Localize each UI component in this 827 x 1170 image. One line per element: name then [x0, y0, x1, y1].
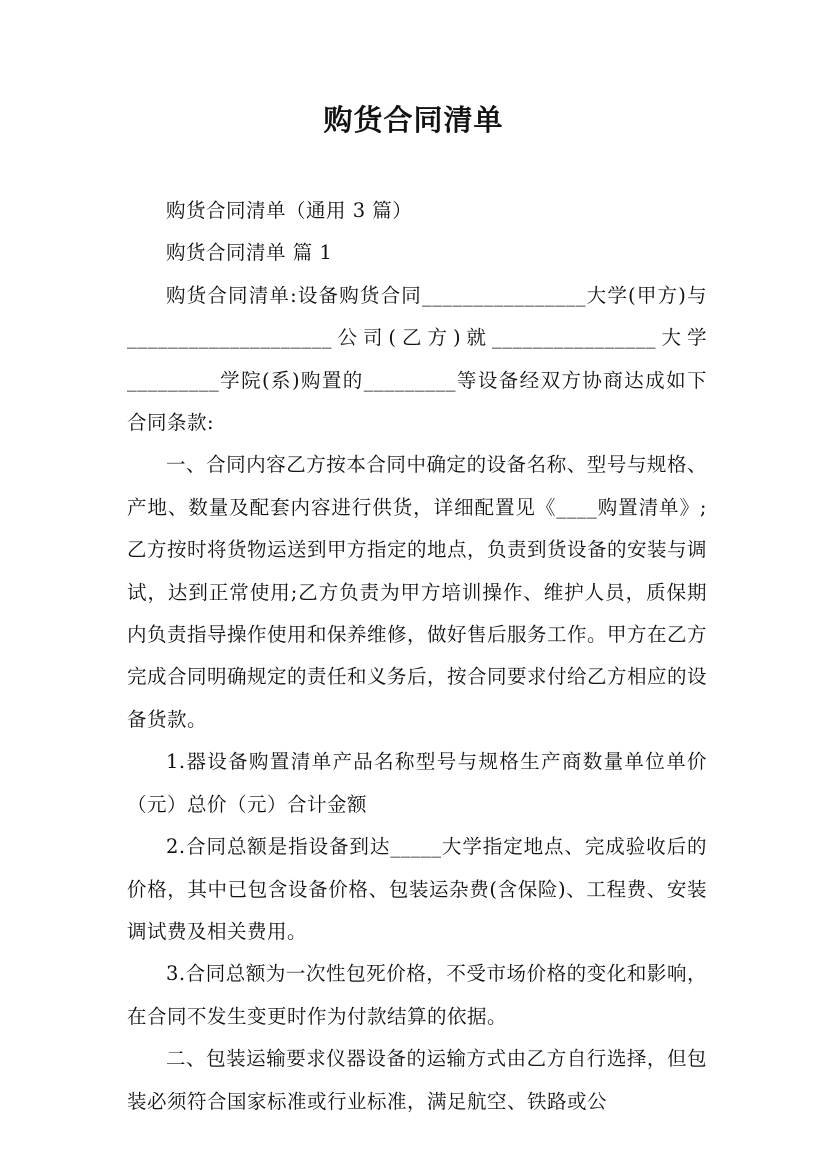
paragraph-subtitle: 购货合同清单（通用 3 篇）: [166, 199, 413, 222]
paragraph-section-heading: 购货合同清单 篇 1: [166, 241, 333, 265]
paragraph-item-1: 1.器设备购置清单产品名称型号与规格生产商数量单位单价（元）总价（元）合计金额: [127, 750, 707, 816]
paragraph-intro: 购货合同清单:设备购货合同________________大学(甲方)与____________________公司(乙方)就________________大学_________学院(系)购置的_________等设备经双方协商达成如下合同条款:: [127, 283, 707, 435]
paragraph-clause-2: 二、包装运输要求仪器设备的运输方式由乙方自行选择，但包装必须符合国家标准或行业标准，满足航空、铁路或公: [127, 1047, 707, 1113]
document-title: 购货合同清单: [323, 103, 504, 137]
paragraph-item-2: 2.合同总额是指设备到达_____大学指定地点、完成验收后的价格，其中已包含设备价格、包装运杂费(含保险)、工程费、安装调试费及相关费用。: [127, 835, 707, 943]
paragraph-clause-1: 一、合同内容乙方按本合同中确定的设备名称、型号与规格、产地、数量及配套内容进行供货，详细配置见《____购置清单》;乙方按时将货物运送到甲方指定的地点，负责到货设备的安装与调试，达到正常使用;乙方负责为甲方培训操作、维护人员，质保期内负责指导操作使用和保养维修，做好售后服务工作。甲方在乙方完成合同明确规定的责任和义务后，按合同要求付给乙方相应的设备货款。: [127, 453, 708, 731]
paragraph-item-3: 3.合同总额为一次性包死价格，不受市场价格的变化和影响，在合同不发生变更时作为付款结算的依据。: [127, 962, 707, 1028]
document-body: [127, 190, 707, 1123]
